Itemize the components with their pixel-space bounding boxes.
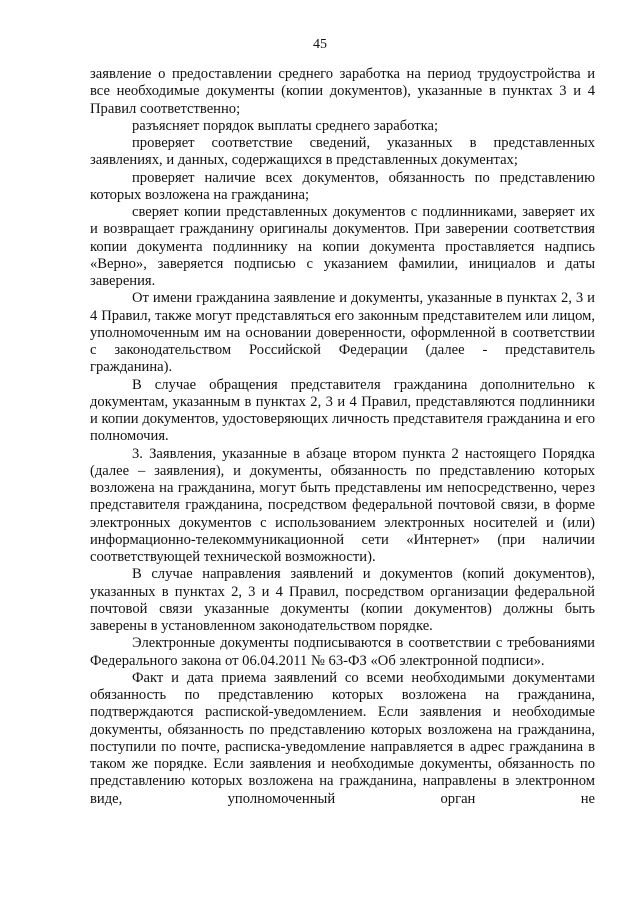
paragraph: В случае направления заявлений и документов (копий документов), указанных в пунктах 2, 3 и 4 Правил, посредством организации федеральной почтовой связи указанные документы (копии документов) должны быть заверены в установленном законодательством порядке. — [90, 566, 595, 634]
paragraph-continued: Факт и дата приема заявлений со всеми необходимыми документами обязанность по представлению которых возложена на гражданина, подтверждаются распиской-уведомлением. Если заявления и необходимые документы, обязанность по представлению которых возложена на гражданина, поступили по почте, расписка-уведомление направляется в адрес гражданина в таком же порядке. Если заявления и необходимые документы, обязанность по представлению которых возложена на гражданина, направлены в электронном виде, уполномоченный орган не — [90, 669, 595, 807]
paragraph: В случае обращения представителя гражданина дополнительно к документам, указанным в пунктах 2, 3 и 4 Правил, представляются подлинники и копии документов, удостоверяющих личность представителя гражданина и его полномочия. — [90, 376, 595, 445]
paragraph: От имени гражданина заявление и документы, указанные в пунктах 2, 3 и 4 Правил, также могут представляться его законным представителем или лицом, уполномоченным им на основании доверенности, оформленной в соответствии с законодательством Российской Федерации (далее - представитель гражданина). — [90, 290, 595, 376]
paragraph: заявление о предоставлении среднего заработка на период трудоустройства и все необходимые документы (копии документов), указанные в пунктах 3 и 4 Правил соответственно; — [90, 66, 595, 117]
document-body — [90, 66, 595, 808]
paragraph: сверяет копии представленных документов с подлинниками, заверяет их и возвращает гражданину оригиналы документов. При заверении соответствия копии документа подлиннику на копии документа проставляется надпись «Верно», заверяется подписью с указанием фамилии, инициалов и даты заверения. — [90, 204, 595, 289]
paragraph: проверяет наличие всех документов, обязанность по представлению которых возложена на гражданина; — [90, 169, 595, 203]
paragraph: 3. Заявления, указанные в абзаце втором пункта 2 настоящего Порядка (далее – заявления), и документы, обязанность по представлению которых возложена на гражданина, могут быть представлены им непосредственно, через представителя гражданина, посредством федеральной почтовой связи, в форме электронных документов с использованием электронных носителей и (или) информационно-телекоммуникационной сети «Интернет» (при наличии соответствующей технической возможности). — [90, 445, 595, 565]
page-number: 45 — [313, 37, 327, 52]
paragraph: проверяет соответствие сведений, указанных в представленных заявлениях, и данных, содержащихся в представленных документах; — [90, 135, 595, 169]
paragraph: Электронные документы подписываются в соответствии с требованиями Федерального закона от 06.04.2011 № 63-ФЗ «Об электронной подписи». — [90, 635, 595, 669]
paragraph: разъясняет порядок выплаты среднего заработка; — [132, 117, 439, 134]
